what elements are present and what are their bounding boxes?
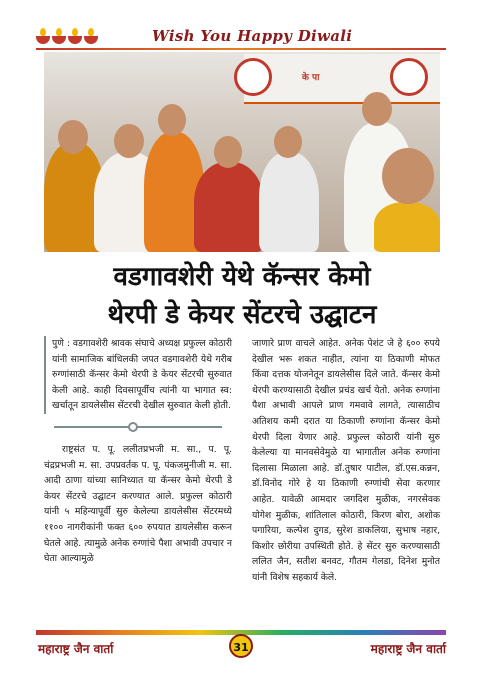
person-head — [114, 124, 144, 158]
banner-portrait-icon — [234, 58, 272, 96]
person-head — [58, 120, 88, 154]
page-header — [0, 0, 482, 52]
person-head — [382, 148, 434, 204]
article-headline — [44, 258, 440, 334]
person-head — [214, 136, 242, 168]
page-number: 31 — [229, 634, 253, 658]
ornament-divider — [44, 422, 232, 432]
person-head — [158, 104, 186, 136]
person-figure — [374, 202, 440, 252]
page-footer — [0, 626, 482, 681]
diya-lamps-icon — [36, 30, 98, 44]
footer-publication-right: महाराष्ट्र जैन वार्ता — [370, 642, 446, 656]
article-paragraph: जाणारे प्राण वाचले आहेत. अनेक पेशंट जे हे ६०० रुपये देखील भरू शकत नाहीत, त्यांना या ठिकाणी मोफत किंवा दत्तक योजनेतून डायलेसीस दिले जाते. कॅन्सर केमो थेरपी करण्यासाठी देखील प्रचंड खर्च येतो. अनेक रुग्णांना पैशा अभावी आपले प्राण गमवावे लागते, त्यासाठीच अतिशय कमी दरात या ठिकाणी रुग्णांना कॅन्सर केमो थेरपी दिला येणार आहे. प्रफुल्ल कोठारी यांनी सुरु केलेल्या या मानवसेवेमुळे या भागातील अनेक रुग्णांना दिलासा मिळाला आहे. डॉ.तुषार पाटील, डॉ.एस.कन्नन, डॉ.विनोद गोरे हे या ठिकाणी रुग्णांची सेवा करणार आहेत. यावेळी आमदार जगदिश मुळीक, नगरसेवक योगेश मुळीक, शांतिलाल कोठारी, किरण बोरा, अशोक पगारिया, कल्पेश दुगड, सुरेश डाकलिया, सुभाष नहार, किशोर छोरीया उपस्थिती होते. हे सेंटर सुरु करण्यासाठी ललित जैन, सतीश बनवट, गौतम गेलडा, दिनेश मुनोत यांनी विशेष सहकार्य केले. — [252, 338, 440, 583]
headline-line-2: थेरपी डे केयर सेंटरचे उद्घाटन — [107, 300, 377, 330]
person-head — [362, 92, 392, 126]
article-lead: पुणे : वडगावशेरी श्रावक संघाचे अध्यक्ष प्रफुल्ल कोठारी यांनी सामाजिक बांधिलकी जपत वडगावशेरी येथे गरीब रुग्णांसाठी कॅन्सर केमो थेरपी डे केयर सेंटरची सुरुवात केली आहे. काही दिवसापूर्वीच त्यांनी या भागात स्व: खर्चातून डायलेसीस सेंटरची देखील सुरुवात केली होती. — [44, 336, 232, 414]
article-column-left — [44, 336, 232, 567]
header-title: Wish You Happy Diwali — [152, 27, 353, 45]
header-divider — [36, 48, 446, 50]
person-head — [274, 126, 302, 158]
headline-line-1: वडगावशेरी येथे कॅन्सर केमो — [113, 262, 371, 292]
person-figure — [259, 152, 319, 252]
article-column-right — [252, 336, 440, 586]
article-body — [44, 336, 440, 626]
event-photo — [44, 52, 440, 252]
person-figure — [194, 162, 264, 252]
footer-publication-left: महाराष्ट्र जैन वार्ता — [38, 642, 114, 656]
article-paragraph: राष्ट्रसंत प. पू. ललीतप्रभजी म. सा., प. पू. चंद्रप्रभजी म. सा. उपप्रवर्तक प. पू. पंकजमुनीजी म. सा. आदी ठाणा यांच्या सानिध्यात या कॅन्सर केमो थेरपी डे केयर सेंटरचे उद्घाटन करण्यात आले. प्रफुल्ल कोठारी यांनी ५ महिन्यापूर्वी सुरु केलेल्या डायलेसीस सेंटरमध्ये ११०० नागरीकांनी फक्त ६०० रुपयात डायलेसीस करून घेतले आहे. त्यामुळे अनेक रुग्णांचे पैशा अभावी उपचार न घेता आल्यामुळे — [44, 443, 232, 565]
banner-portrait-icon — [390, 58, 428, 96]
banner-text: के पा — [302, 73, 320, 83]
